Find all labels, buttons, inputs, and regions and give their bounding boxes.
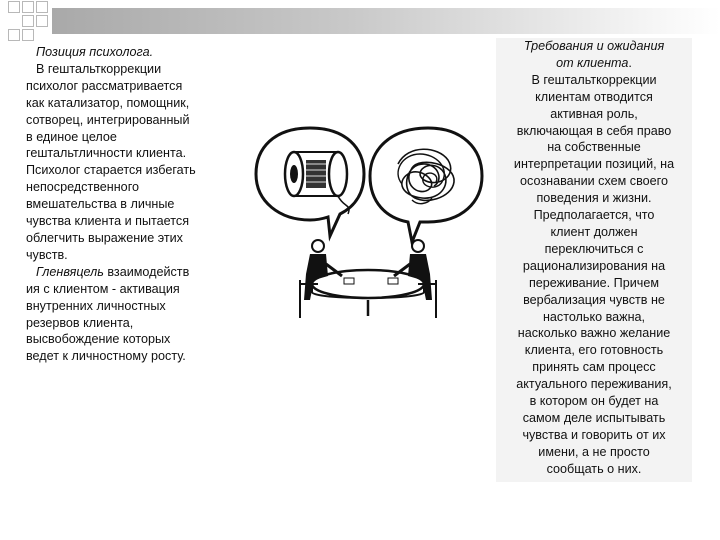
table-icon bbox=[312, 270, 424, 316]
text-line: самом деле испытывать bbox=[522, 410, 666, 425]
text-line: имени, а не просто bbox=[538, 444, 650, 459]
text-line: В гештальткоррекции bbox=[531, 72, 657, 87]
text-line: интерпретации позиций, на bbox=[513, 157, 675, 172]
text-line: насколько важно желание bbox=[517, 326, 671, 341]
text-line: чувства клиента и пытается bbox=[26, 214, 190, 229]
text-line: психолог рассматривается bbox=[26, 78, 183, 93]
client-expectations-panel bbox=[496, 38, 692, 482]
text-line: гештальтличности клиента. bbox=[26, 146, 187, 161]
text-line: переживание. Причем bbox=[528, 275, 659, 290]
text-line: высвобождение которых bbox=[26, 332, 171, 347]
right-heading-line bbox=[496, 55, 692, 72]
text-line: сообщать о них. bbox=[546, 461, 642, 476]
text-line: как катализатор, помощник, bbox=[26, 95, 190, 110]
text-line: в котором он будет на bbox=[529, 394, 659, 409]
text-line: облегчить выражение этих bbox=[26, 230, 183, 245]
text-line: вмешательства в личные bbox=[26, 197, 175, 212]
header-gradient-bar bbox=[52, 8, 720, 34]
text-line: рационализирования на bbox=[522, 258, 666, 273]
right-heading-dot: . bbox=[628, 55, 632, 70]
text-line: резервов клиента, bbox=[26, 315, 134, 330]
text-line: на собственные bbox=[547, 140, 641, 155]
text-line: клиента, его готовность bbox=[524, 343, 664, 358]
text-line: клиентам отводится bbox=[535, 89, 653, 104]
thread-spool-icon bbox=[256, 128, 364, 236]
left-heading: Позиция психолога. bbox=[36, 45, 154, 59]
corner-squares-decoration bbox=[0, 0, 60, 50]
text-line: внутренних личностных bbox=[26, 298, 166, 313]
text-line: непосредственного bbox=[26, 180, 140, 195]
text-line: клиент должен bbox=[550, 224, 638, 239]
psychologist-position-text bbox=[26, 44, 224, 365]
text-line: чувства и говорить от их bbox=[522, 427, 666, 442]
text-line: поведения и жизни. bbox=[536, 191, 652, 206]
text-line: ия с клиентом - активация bbox=[26, 281, 180, 296]
text-line: Предполагается, что bbox=[533, 208, 655, 223]
text-line: настолько важна, bbox=[542, 309, 646, 324]
term-word: Гленвяцель bbox=[36, 264, 104, 279]
text-line: ведет к личностному росту. bbox=[26, 349, 186, 364]
text-line: В гештальткоррекции bbox=[36, 61, 162, 76]
right-heading-text: от клиента bbox=[556, 55, 629, 70]
text-line: активная роль, bbox=[550, 106, 638, 121]
tangled-thread-icon bbox=[370, 128, 482, 242]
text-line: чувств. bbox=[26, 247, 68, 262]
text-line: Психолог старается избегать bbox=[26, 163, 196, 178]
text-line: вербализация чувств не bbox=[523, 292, 665, 307]
text-line: сотворец, интегрированный bbox=[26, 112, 190, 127]
text-line: включающая в себя право bbox=[516, 123, 672, 138]
text-line: принять сам процесс bbox=[532, 360, 656, 375]
text-line: переключиться с bbox=[544, 241, 644, 256]
text-line: осознавании схем своего bbox=[520, 174, 668, 189]
term-line bbox=[26, 264, 224, 281]
text-line: в единое целое bbox=[26, 129, 117, 144]
illustration bbox=[252, 124, 484, 320]
text-line: актуального переживания, bbox=[516, 377, 672, 392]
term-rest: взаимодейств bbox=[103, 264, 190, 279]
right-heading-line: Требования и ожидания bbox=[523, 39, 665, 53]
